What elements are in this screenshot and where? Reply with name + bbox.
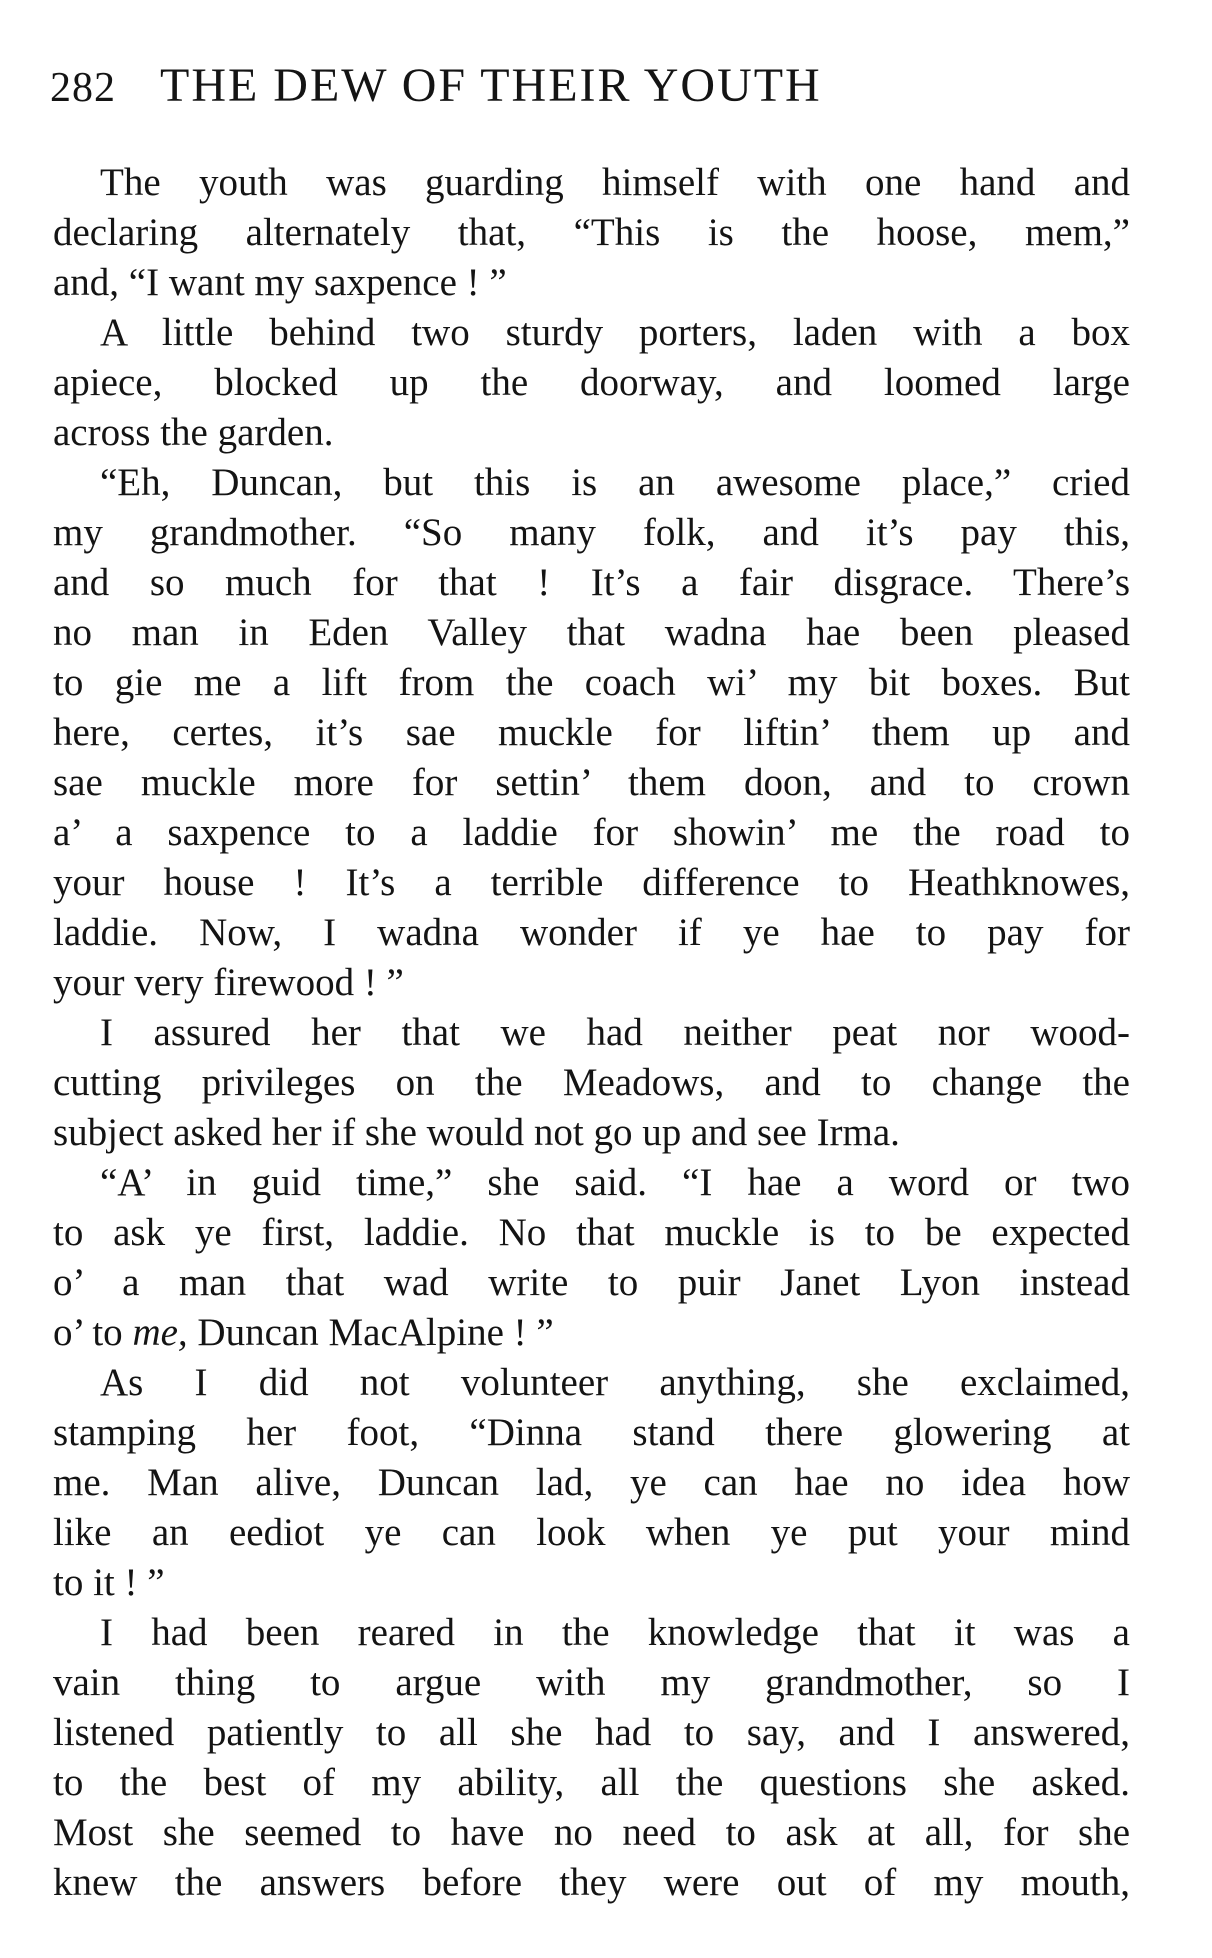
text-line: a’ a saxpence to a laddie for showin’ me the road to [53,811,1130,854]
text-line: I assured her that we had neither peat nor wood- [100,1011,1130,1054]
text-line: me. Man alive, Duncan lad, ye can hae no idea how [53,1461,1130,1504]
text-line: cutting privileges on the Meadows, and to change the [53,1061,1130,1104]
text-line: to it ! ” [53,1561,165,1604]
text-fragment: o’ to [53,1311,133,1354]
text-line-with-emphasis [53,1308,1130,1358]
text-line: listened patiently to all she had to say, and I answered, [53,1711,1130,1754]
text-line: your very firewood ! ” [53,961,404,1004]
text-line: across the garden. [53,411,334,454]
text-line: subject asked her if she would not go up and see Irma. [53,1111,900,1154]
text-line: to ask ye first, laddie. No that muckle is to be expected [53,1211,1130,1254]
text-line: to gie me a lift from the coach wi’ my bit boxes. But [53,661,1130,704]
text-line: laddie. Now, I wadna wonder if ye hae to pay for [53,911,1130,954]
text-line: my grandmother. “So many folk, and it’s pay this, [53,511,1130,554]
text-line: “Eh, Duncan, but this is an awesome place,” cried [100,461,1130,504]
text-line: knew the answers before they were out of my mouth, [53,1861,1130,1904]
text-line: stamping her foot, “Dinna stand there glowering at [53,1411,1130,1454]
text-line: sae muckle more for settin’ them doon, and to crown [53,761,1130,804]
text-line: As I did not volunteer anything, she exclaimed, [100,1361,1130,1404]
page-number: 282 [50,65,116,111]
text-line: and so much for that ! It’s a fair disgrace. There’s [53,561,1130,604]
text-line: The youth was guarding himself with one hand and [100,161,1130,204]
text-line: here, certes, it’s sae muckle for liftin’ them up and [53,711,1130,754]
text-line: your house ! It’s a terrible difference to Heathknowes, [53,861,1130,904]
book-title: THE DEW OF THEIR YOUTH [160,59,822,112]
text-line: declaring alternately that, “This is the hoose, mem,” [53,211,1130,254]
text-line: “A’ in guid time,” she said. “I hae a word or two [100,1161,1130,1204]
text-line: o’ a man that wad write to puir Janet Lyon instead [53,1261,1130,1304]
text-line: Most she seemed to have no need to ask at all, for she [53,1811,1130,1854]
text-line: apiece, blocked up the doorway, and loomed large [53,361,1130,404]
text-line: I had been reared in the knowledge that it was a [100,1611,1130,1654]
text-line: like an eediot ye can look when ye put your mind [53,1511,1130,1554]
text-line: and, “I want my saxpence ! ” [53,261,507,304]
text-line: A little behind two sturdy porters, laden with a box [100,311,1130,354]
body-text [53,158,1130,1908]
text-line: no man in Eden Valley that wadna hae been pleased [53,611,1130,654]
text-line: vain thing to argue with my grandmother, so I [53,1661,1130,1704]
text-fragment: Duncan MacAlpine ! ” [187,1311,554,1354]
text-line: to the best of my ability, all the questions she asked. [53,1761,1130,1804]
running-head [50,58,822,118]
emphasized-word: me, [132,1311,188,1354]
